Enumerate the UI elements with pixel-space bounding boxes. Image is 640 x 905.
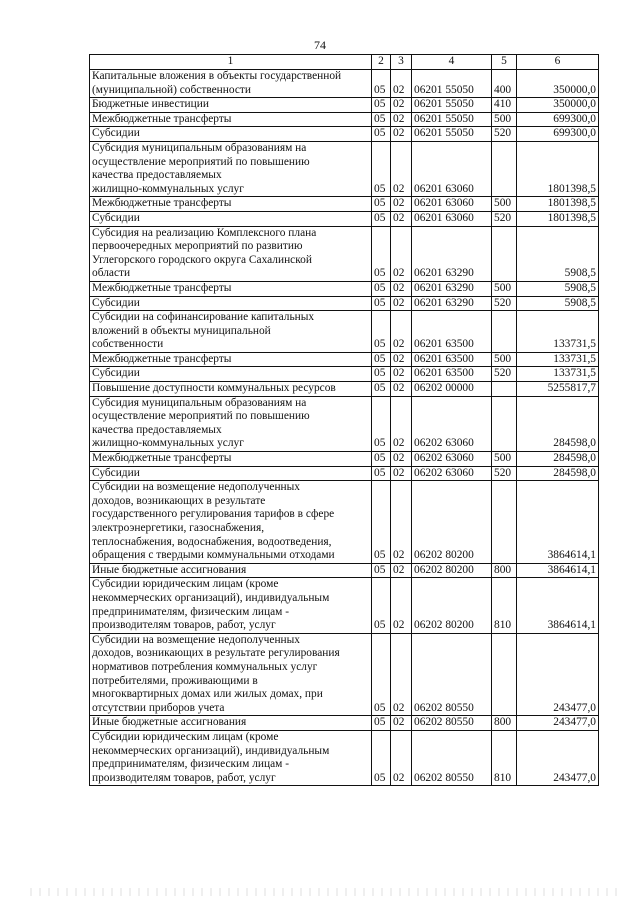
cell-subsection: 02: [391, 98, 412, 113]
cell-expense-type: 520: [492, 127, 517, 142]
cell-expense-type: 500: [492, 352, 517, 367]
cell-name: Иные бюджетные ассигнования: [90, 716, 372, 731]
cell-subsection: 02: [391, 481, 412, 564]
table-row: [90, 112, 599, 127]
col-header-section: 2: [372, 55, 391, 70]
cell-section: 05: [372, 311, 391, 353]
cell-amount: 133731,5: [517, 352, 599, 367]
cell-expense-type: 500: [492, 112, 517, 127]
table-row: [90, 352, 599, 367]
cell-amount: 284598,0: [517, 466, 599, 481]
cell-name: Субсидии: [90, 367, 372, 382]
cell-name: Иные бюджетные ассигнования: [90, 563, 372, 578]
cell-amount: 1801398,5: [517, 141, 599, 196]
cell-section: 05: [372, 578, 391, 633]
table-row: [90, 127, 599, 142]
cell-subsection: 02: [391, 716, 412, 731]
cell-section: 05: [372, 481, 391, 564]
cell-expense-type: 810: [492, 578, 517, 633]
cell-name: Субсидии: [90, 466, 372, 481]
cell-target-article: 06201 63290: [412, 281, 492, 296]
cell-target-article: 06202 80200: [412, 563, 492, 578]
cell-expense-type: 400: [492, 70, 517, 98]
cell-subsection: 02: [391, 211, 412, 226]
cell-subsection: 02: [391, 141, 412, 196]
table-row: [90, 211, 599, 226]
table-row: [90, 452, 599, 467]
cell-subsection: 02: [391, 226, 412, 281]
cell-section: 05: [372, 141, 391, 196]
cell-section: 05: [372, 226, 391, 281]
cell-expense-type: [492, 633, 517, 716]
table-row: [90, 226, 599, 281]
cell-section: 05: [372, 452, 391, 467]
cell-amount: 133731,5: [517, 367, 599, 382]
cell-name: Повышение доступности коммунальных ресурсов: [90, 382, 372, 397]
cell-expense-type: [492, 226, 517, 281]
cell-subsection: 02: [391, 352, 412, 367]
cell-expense-type: 810: [492, 730, 517, 785]
cell-amount: 3864614,1: [517, 481, 599, 564]
cell-subsection: 02: [391, 70, 412, 98]
cell-section: 05: [372, 211, 391, 226]
cell-name: Субсидии: [90, 211, 372, 226]
cell-name: Субсидии на возмещение недополученных доходов, возникающих в результате регулирования нормативов потребления коммунальных услуг потребителями, проживающими в многоквартирных домах или жилых домах, при отсутствии приборов учета: [90, 633, 372, 716]
cell-target-article: 06201 63060: [412, 197, 492, 212]
cell-amount: 284598,0: [517, 452, 599, 467]
cell-name: Субсидии юридическим лицам (кроме некоммерческих организаций), индивидуальным предпринимателям, физическим лицам - производителям товаров, работ, услуг: [90, 730, 372, 785]
table-row: [90, 730, 599, 785]
cell-amount: 350000,0: [517, 70, 599, 98]
cell-name: Субсидия муниципальным образованиям на осуществление мероприятий по повышению качества предоставляемых жилищно-коммунальных услуг: [90, 396, 372, 451]
table-row: [90, 716, 599, 731]
cell-section: 05: [372, 352, 391, 367]
table-row: [90, 578, 599, 633]
cell-target-article: 06201 55050: [412, 98, 492, 113]
cell-name: Субсидии: [90, 127, 372, 142]
cell-target-article: 06202 00000: [412, 382, 492, 397]
cell-expense-type: 800: [492, 563, 517, 578]
cell-name: Межбюджетные трансферты: [90, 112, 372, 127]
cell-section: 05: [372, 197, 391, 212]
cell-section: 05: [372, 396, 391, 451]
cell-expense-type: 410: [492, 98, 517, 113]
cell-subsection: 02: [391, 127, 412, 142]
cell-target-article: 06201 63290: [412, 226, 492, 281]
cell-expense-type: [492, 481, 517, 564]
page-number: 74: [314, 38, 326, 52]
cell-subsection: 02: [391, 281, 412, 296]
cell-target-article: 06202 80200: [412, 578, 492, 633]
cell-amount: 1801398,5: [517, 211, 599, 226]
cell-target-article: 06202 80200: [412, 481, 492, 564]
cell-name: Межбюджетные трансферты: [90, 197, 372, 212]
cell-amount: 699300,0: [517, 112, 599, 127]
table-row: [90, 70, 599, 98]
cell-expense-type: [492, 396, 517, 451]
table-row: [90, 481, 599, 564]
cell-expense-type: 800: [492, 716, 517, 731]
cell-name: Субсидии на софинансирование капитальных вложений в объекты муниципальной собственности: [90, 311, 372, 353]
col-header-target-article: 4: [412, 55, 492, 70]
cell-target-article: 06201 55050: [412, 127, 492, 142]
cell-name: Субсидии: [90, 296, 372, 311]
cell-amount: 699300,0: [517, 127, 599, 142]
cell-name: Субсидия на реализацию Комплексного плана первоочередных мероприятий по развитию Углегорского городского округа Сахалинской области: [90, 226, 372, 281]
cell-amount: 5255817,7: [517, 382, 599, 397]
cell-expense-type: [492, 382, 517, 397]
cell-target-article: 06201 63060: [412, 211, 492, 226]
cell-expense-type: [492, 141, 517, 196]
cell-section: 05: [372, 716, 391, 731]
cell-section: 05: [372, 730, 391, 785]
cell-target-article: 06201 55050: [412, 70, 492, 98]
table-row: [90, 633, 599, 716]
cell-amount: 284598,0: [517, 396, 599, 451]
cell-subsection: 02: [391, 382, 412, 397]
cell-section: 05: [372, 633, 391, 716]
table-row: [90, 311, 599, 353]
cell-section: 05: [372, 281, 391, 296]
cell-name: Субсидия муниципальным образованиям на осуществление мероприятий по повышению качества предоставляемых жилищно-коммунальных услуг: [90, 141, 372, 196]
cell-section: 05: [372, 563, 391, 578]
cell-amount: 5908,5: [517, 226, 599, 281]
cell-subsection: 02: [391, 112, 412, 127]
cell-expense-type: 500: [492, 452, 517, 467]
cell-amount: 5908,5: [517, 296, 599, 311]
cell-expense-type: 520: [492, 466, 517, 481]
cell-amount: 243477,0: [517, 633, 599, 716]
cell-amount: 243477,0: [517, 716, 599, 731]
cell-subsection: 02: [391, 452, 412, 467]
col-header-name: 1: [90, 55, 372, 70]
cell-expense-type: 520: [492, 296, 517, 311]
col-header-subsection: 3: [391, 55, 412, 70]
cell-name: Межбюджетные трансферты: [90, 281, 372, 296]
cell-section: 05: [372, 466, 391, 481]
col-header-amount: 6: [517, 55, 599, 70]
cell-section: 05: [372, 367, 391, 382]
cell-amount: 3864614,1: [517, 578, 599, 633]
cell-target-article: 06202 80550: [412, 716, 492, 731]
cell-target-article: 06201 63060: [412, 141, 492, 196]
cell-target-article: 06201 63500: [412, 352, 492, 367]
cell-amount: 3864614,1: [517, 563, 599, 578]
cell-name: Субсидии юридическим лицам (кроме некоммерческих организаций), индивидуальным предпринимателям, физическим лицам - производителям товаров, работ, услуг: [90, 578, 372, 633]
cell-name: Межбюджетные трансферты: [90, 452, 372, 467]
table-row: [90, 296, 599, 311]
cell-name: Субсидии на возмещение недополученных доходов, возникающих в результате государственного регулирования тарифов в сфере электроэнергетики, газоснабжения, теплоснабжения, водоснабжения, водоотведения, обращения с твердыми коммунальными отходами: [90, 481, 372, 564]
cell-target-article: 06201 63290: [412, 296, 492, 311]
cell-target-article: 06202 63060: [412, 452, 492, 467]
cell-subsection: 02: [391, 296, 412, 311]
cell-subsection: 02: [391, 311, 412, 353]
col-header-expense-type: 5: [492, 55, 517, 70]
cell-subsection: 02: [391, 396, 412, 451]
cell-amount: 133731,5: [517, 311, 599, 353]
table-row: [90, 141, 599, 196]
cell-expense-type: 520: [492, 367, 517, 382]
cell-section: 05: [372, 112, 391, 127]
cell-target-article: 06201 63500: [412, 367, 492, 382]
cell-amount: 350000,0: [517, 98, 599, 113]
cell-expense-type: [492, 311, 517, 353]
cell-target-article: 06201 55050: [412, 112, 492, 127]
cell-subsection: 02: [391, 466, 412, 481]
cell-section: 05: [372, 98, 391, 113]
cell-section: 05: [372, 296, 391, 311]
table-row: [90, 466, 599, 481]
cell-subsection: 02: [391, 563, 412, 578]
table-row: [90, 197, 599, 212]
cell-expense-type: 500: [492, 197, 517, 212]
cell-target-article: 06202 80550: [412, 633, 492, 716]
cell-target-article: 06202 63060: [412, 396, 492, 451]
cell-target-article: 06202 63060: [412, 466, 492, 481]
cell-section: 05: [372, 382, 391, 397]
cell-subsection: 02: [391, 197, 412, 212]
scan-noise-strip: [30, 888, 620, 896]
cell-section: 05: [372, 70, 391, 98]
table-header-row: [90, 55, 599, 70]
cell-subsection: 02: [391, 367, 412, 382]
cell-name: Межбюджетные трансферты: [90, 352, 372, 367]
cell-section: 05: [372, 127, 391, 142]
cell-target-article: 06201 63500: [412, 311, 492, 353]
table-row: [90, 563, 599, 578]
budget-table: [89, 54, 599, 786]
cell-name: Капитальные вложения в объекты государственной (муниципальной) собственности: [90, 70, 372, 98]
table-row: [90, 367, 599, 382]
cell-subsection: 02: [391, 633, 412, 716]
cell-subsection: 02: [391, 578, 412, 633]
table-row: [90, 396, 599, 451]
cell-amount: 1801398,5: [517, 197, 599, 212]
table-row: [90, 98, 599, 113]
cell-name: Бюджетные инвестиции: [90, 98, 372, 113]
cell-target-article: 06202 80550: [412, 730, 492, 785]
table-row: [90, 281, 599, 296]
cell-subsection: 02: [391, 730, 412, 785]
cell-amount: 5908,5: [517, 281, 599, 296]
cell-expense-type: 520: [492, 211, 517, 226]
cell-amount: 243477,0: [517, 730, 599, 785]
cell-expense-type: 500: [492, 281, 517, 296]
table-row: [90, 382, 599, 397]
